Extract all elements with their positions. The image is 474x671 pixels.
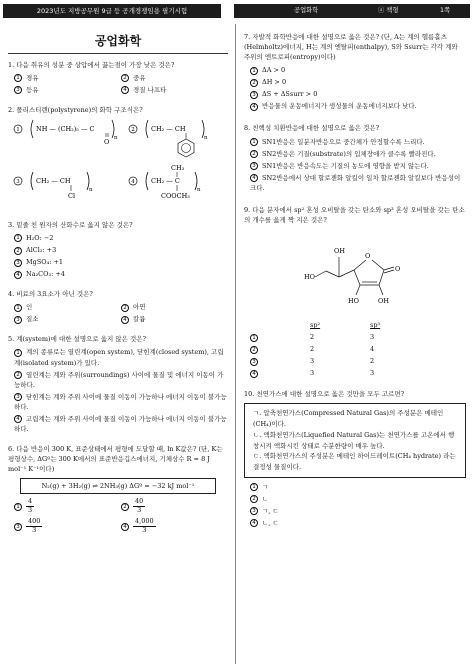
option-4[interactable]: 4 반응물의 운동에너지가 생성물의 운동에너지보다 낮다. xyxy=(250,101,466,111)
option-2[interactable]: 2 SN2반응은 기질(substrate)의 입체장애가 클수록 빨라진다. xyxy=(250,149,466,159)
option-1[interactable]: 1 SN1반응은 일분자반응으로 중간체가 안정할수록 느리다. xyxy=(250,137,466,147)
svg-text:O: O xyxy=(365,251,371,260)
question-7 xyxy=(244,32,466,111)
option-1[interactable]: 1 H₂O: −2 xyxy=(14,233,228,243)
option-1[interactable]: 1 ΔA > 0 xyxy=(250,65,466,75)
col-sp2: sp² xyxy=(310,321,321,329)
option-1[interactable] xyxy=(14,120,118,146)
question-3 xyxy=(8,220,228,279)
question-2 xyxy=(8,105,228,218)
svg-text:CH₂ — CH: CH₂ — CH xyxy=(36,176,71,185)
svg-text:COOCH₃: COOCH₃ xyxy=(161,191,190,200)
svg-text:CH₂ — CH: CH₂ — CH xyxy=(151,124,186,133)
option-4[interactable]: 4 칼륨 xyxy=(121,314,228,324)
option-4[interactable]: 4 Na₂CO₃: +4 xyxy=(14,269,228,279)
option-1[interactable]: 1 ㄱ xyxy=(250,482,466,492)
option-3[interactable]: 3 3 2 xyxy=(250,355,430,367)
option-3[interactable]: 3 ㄱ, ㄷ xyxy=(250,506,466,516)
option-1[interactable]: 1 2 3 xyxy=(250,331,430,343)
option-1[interactable]: 1 경유 xyxy=(14,73,121,83)
polymer-structures xyxy=(8,115,228,215)
svg-text:n: n xyxy=(197,186,201,193)
question-stem: 9. 다음 분자에서 sp² 혼성 오비탈을 갖는 탄소와 sp³ 혼성 오비탈을 갖는 탄소의 개수를 옳게 짝 지은 것은? xyxy=(244,205,465,224)
right-column xyxy=(244,32,466,538)
option-3[interactable]: 3 질소 xyxy=(14,314,121,324)
option-2[interactable]: 2 아연 xyxy=(121,302,228,312)
option-3[interactable]: 3 MgSO₄: +1 xyxy=(14,257,228,267)
svg-text:OH: OH xyxy=(334,246,345,255)
subject-title: 공업화학 xyxy=(94,34,142,48)
option-4[interactable]: 4 $\frac{4,000}{3}$ xyxy=(121,518,228,535)
svg-text:3: 3 xyxy=(16,178,20,185)
statement-box xyxy=(244,403,466,477)
option-4[interactable]: 4 ㄴ, ㄷ xyxy=(250,518,466,528)
option-1[interactable]: 1 계의 종류로는 열린계(open system), 닫힌계(closed system), 고립계(isolated system)가 있다. xyxy=(14,348,224,367)
question-10 xyxy=(244,389,466,528)
option-1[interactable]: 1 $\frac{4}{3}$ xyxy=(14,498,121,515)
option-2[interactable] xyxy=(129,120,208,157)
reaction-equation: N₂(g) + 3H₂(g) ⇌ 2NH₃(g) ΔGº = −32 kJ mol⁻¹ xyxy=(20,478,216,494)
statement-a: ㄱ. 압축천연가스(Compressed Natural Gas)의 주성분은 메테인(CH₄)이다. xyxy=(253,409,444,429)
svg-text:CH₂ — C: CH₂ — C xyxy=(151,176,180,185)
option-2[interactable]: 2 2 4 xyxy=(250,343,430,355)
answer-table xyxy=(250,319,430,379)
option-4[interactable]: 4 SN2반응에서 상대 할로젠화 알킬이 일차 할로젠화 알킬보다 반응성이 크다. xyxy=(250,173,461,192)
question-stem: 6. 다음 반응이 300 K, 표준상태에서 평형에 도달할 때, ln K값은? (단, K는 평형상수, ΔGº는 300 K에서의 표준반응깁스에너지, 기체상수 R = 8 J mol⁻¹ K⁻¹이다) xyxy=(8,444,223,474)
option-3[interactable]: 3 SN1반응은 반응속도는 기질의 농도에 영향을 받지 않는다. xyxy=(250,161,466,171)
header-page: 1쪽 xyxy=(440,7,451,14)
question-5 xyxy=(8,334,228,434)
question-8 xyxy=(244,123,466,192)
question-1 xyxy=(8,60,228,95)
question-stem: 4. 비료의 3요소가 아닌 것은? xyxy=(8,290,93,299)
option-3[interactable]: 3 ΔS + ΔSsurr > 0 xyxy=(250,89,466,99)
option-2[interactable]: 2 중유 xyxy=(121,73,228,83)
question-stem: 3. 밑줄 친 원자의 산화수로 옳지 않은 것은? xyxy=(8,220,133,229)
svg-text:n: n xyxy=(89,186,93,193)
option-4[interactable]: 4 경질 나프타 xyxy=(121,85,228,95)
exam-title: 2023년도 지방공무원 9급 등 공개경쟁임용 필기시험 xyxy=(3,4,221,18)
page-header xyxy=(0,0,474,22)
question-stem: 10. 천연가스에 대한 설명으로 옳은 것만을 모두 고르면? xyxy=(244,390,405,399)
option-4[interactable] xyxy=(129,164,201,200)
svg-text:2: 2 xyxy=(131,126,135,133)
col-sp3: sp³ xyxy=(370,321,381,329)
svg-text:O: O xyxy=(104,137,110,146)
option-4[interactable]: 4 3 3 xyxy=(250,367,430,379)
option-2[interactable]: 2 $\frac{40}{3}$ xyxy=(121,498,228,515)
option-3[interactable]: 3 $\frac{400}{3}$ xyxy=(14,518,121,535)
option-2[interactable]: 2 AlCl₃: +3 xyxy=(14,245,228,255)
title-rule xyxy=(8,53,228,54)
question-6 xyxy=(8,444,228,534)
column-divider xyxy=(235,24,236,664)
svg-text:n: n xyxy=(204,134,208,141)
question-9 xyxy=(244,205,466,380)
svg-text:OH: OH xyxy=(378,296,389,305)
molecule-structure xyxy=(244,227,464,313)
header-subject: 공업화학 xyxy=(294,7,319,14)
header-right xyxy=(234,4,470,18)
option-3[interactable] xyxy=(14,172,93,200)
option-2[interactable]: 2 열린계는 계와 주위(surroundings) 사이에 물질 및 에너지 이동이 가능하다. xyxy=(14,370,224,389)
question-stem: 2. 폴리스티렌(polystyrene)의 화학 구조식은? xyxy=(8,105,143,114)
svg-text:O: O xyxy=(395,264,401,273)
statement-c: ㄷ. 액화천연가스의 주성분은 메테인 하이드레이트(CH₄ hydrate) 라는 결정성 물질이다. xyxy=(253,452,456,471)
svg-text:4: 4 xyxy=(131,178,135,185)
option-2[interactable]: 2 ㄴ xyxy=(250,494,466,504)
option-3[interactable]: 3 닫힌계는 계와 주위 사이에 물질 이동이 가능하나 에너지 이동이 불가능하다. xyxy=(14,392,227,411)
statement-b: ㄴ. 액화천연가스(Liquefied Natural Gas)는 천연가스를 고온에서 행창시켜 액화시킨 상태로 수분한량이 매우 높다. xyxy=(253,430,455,450)
svg-text:HO: HO xyxy=(348,296,359,305)
header-form: ⓐ 책형 xyxy=(378,7,399,14)
svg-text:CH₃: CH₃ xyxy=(171,163,185,172)
question-stem: 5. 계(system)에 대한 설명으로 옳지 않은 것은? xyxy=(8,335,147,344)
svg-text:HO: HO xyxy=(304,272,315,281)
option-4[interactable]: 4 고립계는 계와 주위 사이에 물질 이동이 가능하나 에너지 이동이 불가능하다. xyxy=(14,414,227,433)
left-column xyxy=(8,28,228,544)
question-stem: 8. 친핵성 치환반응에 대한 설명으로 옳은 것은? xyxy=(244,124,380,133)
svg-text:1: 1 xyxy=(16,126,20,133)
question-4 xyxy=(8,289,228,324)
option-1[interactable]: 1 인 xyxy=(14,302,121,312)
svg-text:Cl: Cl xyxy=(68,191,76,200)
svg-text:NH — (CH₂)₅ — C: NH — (CH₂)₅ — C xyxy=(36,124,95,133)
option-2[interactable]: 2 ΔH > 0 xyxy=(250,77,466,87)
question-stem: 1. 다음 취유의 성분 중 상압에서 끓는점이 가장 낮은 것은? xyxy=(8,60,175,69)
option-3[interactable]: 3 등유 xyxy=(14,85,121,95)
question-stem: 7. 자발적 화학반응에 대한 설명으로 옳은 것은? (단, A는 계의 헬름홀츠(Helmholtz)에너지, H는 계의 엔탈피(enthalpy), S와 Ssurr는 각각 계와 주위의 엔트로피(entropy)이다) xyxy=(244,33,458,62)
svg-text:n: n xyxy=(114,134,118,141)
